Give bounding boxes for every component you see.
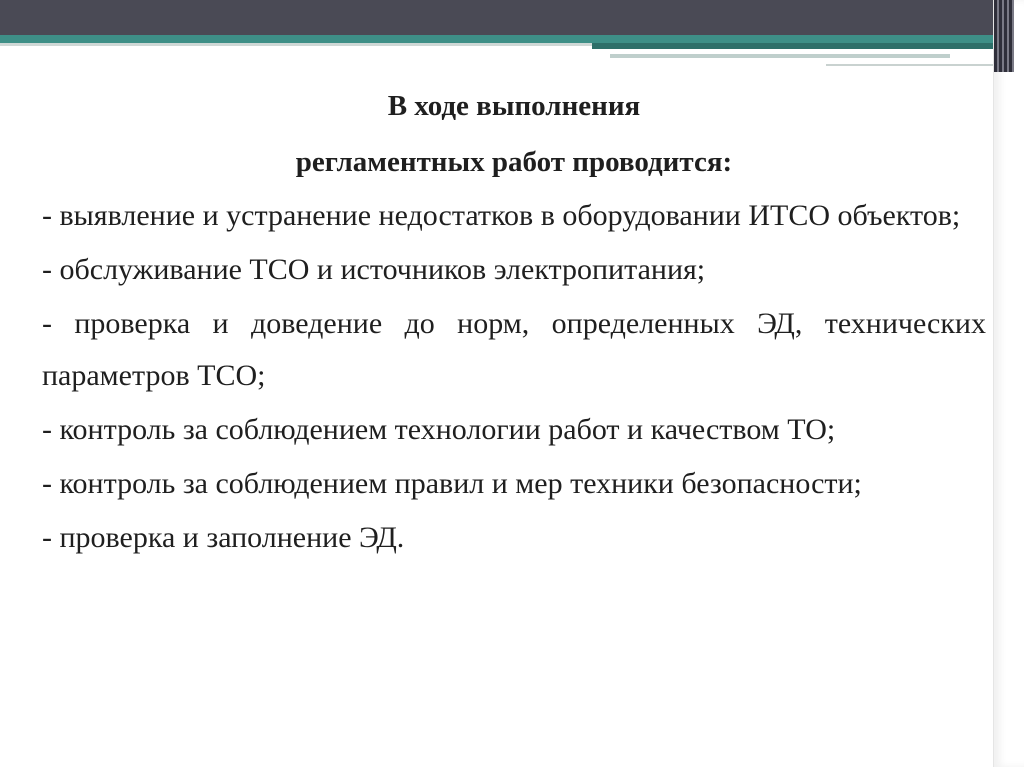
slide-title-line-2: регламентных работ проводится:: [295, 146, 733, 178]
slide-right-edge: [993, 0, 1024, 767]
slide-title-line-1: В ходе выполнения: [387, 90, 641, 122]
list-item: - проверка и заполнение ЭД.: [42, 521, 405, 554]
slide-ribbon-light: [610, 54, 950, 58]
list-item: - контроль за соблюдением правил и мер техники безопасности;: [42, 467, 862, 500]
slide-accent-line: [0, 35, 1024, 43]
slide-content: [42, 78, 986, 564]
slide-ribbon-thin: [826, 64, 1001, 66]
list-item: - контроль за соблюдением технологии работ и качеством ТО;: [42, 413, 836, 446]
slide-ribbon-dark: [592, 43, 1002, 49]
slide-edge-stripes: [994, 0, 1014, 72]
list-item: - обслуживание ТСО и источников электропитания;: [42, 253, 706, 286]
list-item: - проверка и доведение до норм, определенных ЭД, технических параметров ТСО;: [42, 307, 986, 392]
slide-header-bar: [0, 0, 1024, 35]
list-item: - выявление и устранение недостатков в оборудовании ИТСО объектов;: [42, 199, 961, 232]
